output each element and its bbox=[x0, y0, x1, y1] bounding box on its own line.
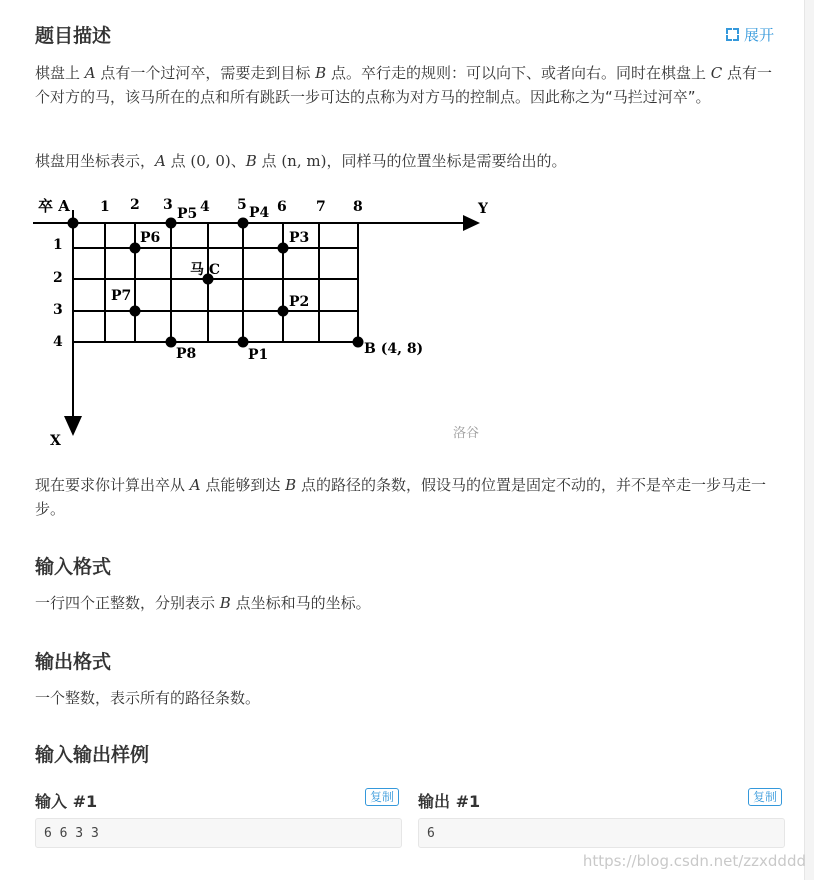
row-label: 4 bbox=[53, 334, 63, 350]
col-label: 3 bbox=[163, 197, 173, 213]
horse-label: 马 C bbox=[190, 262, 221, 278]
col-label: 1 bbox=[100, 199, 110, 215]
sample-input-box[interactable]: 6 6 3 3 bbox=[35, 818, 402, 848]
origin-label: 卒 A bbox=[38, 197, 70, 215]
luogu-logo-text: 洛谷 bbox=[453, 426, 480, 441]
control-point-p8 bbox=[166, 337, 177, 348]
target-label: B (4, 8) bbox=[364, 341, 424, 357]
control-point-p1 bbox=[238, 337, 249, 348]
copy-input-button[interactable]: 复制 bbox=[365, 788, 399, 806]
input-format-title: 输入格式 bbox=[35, 556, 112, 578]
origin-point bbox=[68, 218, 79, 229]
description-paragraph-3: 现在要求你计算出卒从 A 点能够到达 B 点的路径的条数，假设马的位置是固定不动的，并不是卒走一步马走一步。 bbox=[35, 476, 766, 518]
control-point-p7 bbox=[130, 306, 141, 317]
control-point-p3 bbox=[278, 243, 289, 254]
row-label: 3 bbox=[53, 302, 63, 318]
expand-icon bbox=[726, 28, 739, 41]
p2-label: P2 bbox=[289, 294, 310, 310]
row-label: 1 bbox=[53, 237, 63, 253]
p5-label: P5 bbox=[177, 206, 198, 222]
row-label: 2 bbox=[53, 270, 63, 286]
p7-label: P7 bbox=[111, 288, 132, 304]
chessboard-figure bbox=[33, 190, 488, 450]
csdn-watermark: https://blog.csdn.net/zzxdddd bbox=[582, 852, 806, 870]
expand-label: 展开 bbox=[743, 26, 774, 44]
control-point-p5 bbox=[166, 218, 177, 229]
output-format-text: 一个整数，表示所有的路径条数。 bbox=[35, 689, 261, 707]
col-label: 2 bbox=[130, 197, 140, 213]
control-point-p6 bbox=[130, 243, 141, 254]
p4-label: P4 bbox=[249, 205, 270, 221]
target-point bbox=[353, 337, 364, 348]
control-point-p2 bbox=[278, 306, 289, 317]
samples-title: 输入输出样例 bbox=[35, 744, 150, 766]
copy-output-button[interactable]: 复制 bbox=[748, 788, 782, 806]
col-label: 5 bbox=[237, 197, 247, 213]
expand-button[interactable] bbox=[726, 24, 774, 45]
description-title: 题目描述 bbox=[35, 25, 112, 47]
p8-label: P8 bbox=[176, 346, 197, 362]
output-format-title: 输出格式 bbox=[35, 651, 112, 673]
col-label: 4 bbox=[200, 199, 210, 215]
description-paragraph-2: 棋盘用坐标表示，A 点 (0, 0)、B 点 (n, m)，同样马的位置坐标是需要给出的。 bbox=[35, 152, 567, 170]
sample-output-label: 输出 #1 bbox=[418, 792, 481, 811]
board-grid bbox=[33, 210, 465, 418]
p1-label: P1 bbox=[248, 347, 269, 363]
control-point-p4 bbox=[238, 218, 249, 229]
p3-label: P3 bbox=[289, 230, 310, 246]
sample-input-label: 输入 #1 bbox=[35, 792, 98, 811]
y-axis-label: Y bbox=[478, 201, 488, 217]
x-axis-arrow bbox=[64, 416, 82, 436]
col-label: 7 bbox=[316, 199, 326, 215]
col-label: 6 bbox=[277, 199, 287, 215]
col-label: 8 bbox=[353, 199, 363, 215]
input-format-text: 一行四个正整数，分别表示 B 点坐标和马的坐标。 bbox=[35, 594, 371, 612]
x-axis-label: X bbox=[50, 433, 61, 449]
p6-label: P6 bbox=[140, 230, 161, 246]
y-axis-arrow bbox=[463, 215, 480, 231]
description-paragraph-1: 棋盘上 A 点有一个过河卒，需要走到目标 B 点。卒行走的规则：可以向下、或者向右。同时在棋盘上 C 点有一个对方的马，该马所在的点和所有跳跃一步可达的点称为对方马的控制点。因此称之为“马拦过河卒”。 bbox=[35, 64, 773, 106]
sample-output-box[interactable]: 6 bbox=[418, 818, 785, 848]
